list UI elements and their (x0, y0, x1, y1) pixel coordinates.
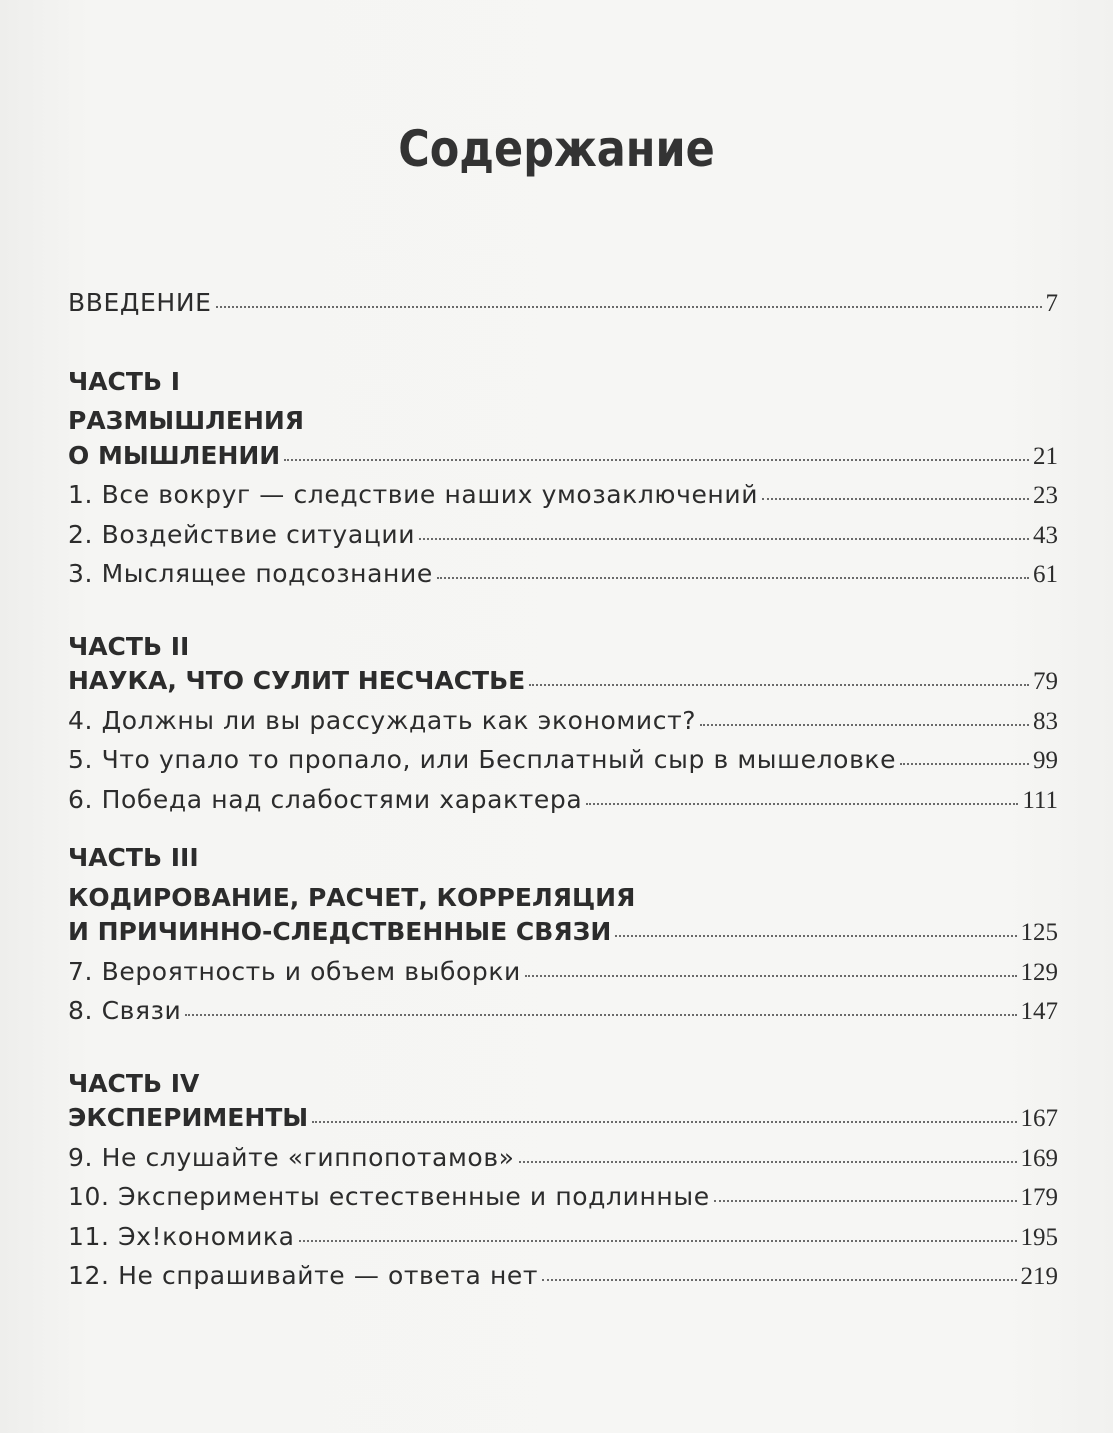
toc-page-number: 129 (1020, 958, 1058, 986)
chapter-title: 4. Должны ли вы рассуждать как экономист? (68, 705, 697, 735)
toc-page-number: 169 (1020, 1144, 1058, 1172)
dot-leader (900, 763, 1029, 765)
toc-entry-chapter (68, 1182, 1058, 1222)
toc-page-number: 61 (1033, 561, 1058, 588)
chapter-title: 5. Что упало то пропало, или Бесплатный сыр в мышеловке (68, 745, 897, 774)
dot-leader (700, 724, 1029, 726)
toc-entry-label: ВВЕДЕНИЕ (68, 288, 212, 317)
part-label: ЧАСТЬ II (68, 631, 190, 661)
chapter-title: 8. Связи (68, 996, 182, 1025)
dot-leader (437, 577, 1029, 579)
toc-entry-part (68, 1103, 1058, 1143)
toc-page-number: 83 (1033, 707, 1058, 735)
dot-leader (216, 306, 1042, 308)
dot-leader (714, 1200, 1017, 1202)
toc-entry-chapter (68, 1261, 1058, 1301)
toc-entry-chapter (68, 785, 1058, 825)
toc-entry-chapter (68, 520, 1058, 560)
toc-entry-chapter (68, 559, 1058, 599)
chapter-title: 10. Эксперименты естественные и подлинные (68, 1182, 710, 1211)
table-of-contents (68, 288, 1058, 1301)
part-label: ЧАСТЬ III (68, 843, 199, 872)
chapter-title: 12. Не спрашивайте — ответа нет (68, 1261, 539, 1290)
toc-page-number: 111 (1022, 786, 1058, 814)
chapter-title: 2. Воздействие ситуации (68, 519, 416, 549)
toc-page-number: 219 (1020, 1263, 1058, 1290)
toc-page-number: 147 (1020, 998, 1058, 1025)
part-title-line: И ПРИЧИННО-СЛЕДСТВЕННЫЕ СВЯЗИ (68, 917, 612, 946)
toc-entry-chapter (68, 957, 1058, 997)
chapter-title: 7. Вероятность и объем выборки (68, 956, 521, 986)
dot-leader (299, 1240, 1017, 1242)
dot-leader (312, 1121, 1016, 1123)
part-title-line: КОДИРОВАНИЕ, РАСЧЕТ, КОРРЕЛЯЦИЯ (68, 882, 636, 912)
toc-page-number: 23 (1033, 482, 1058, 509)
dot-leader (519, 1161, 1017, 1163)
toc-entry-part (68, 666, 1058, 706)
toc-entry-chapter (68, 480, 1058, 520)
toc-entry-chapter (68, 1143, 1058, 1183)
dot-leader (586, 803, 1018, 805)
dot-leader (284, 459, 1029, 461)
part-label: ЧАСТЬ IV (68, 1068, 200, 1098)
toc-page-number: 43 (1033, 521, 1058, 549)
chapter-title: 6. Победа над слабостями характера (68, 784, 583, 814)
toc-page-number: 179 (1020, 1184, 1058, 1211)
toc-page-number: 99 (1033, 747, 1058, 774)
toc-entry-introduction (68, 288, 1058, 328)
toc-page-number: 125 (1020, 919, 1058, 946)
part-title-line: ЭКСПЕРИМЕНТЫ (68, 1103, 309, 1132)
toc-page-number: 21 (1033, 442, 1058, 470)
dot-leader (525, 975, 1017, 977)
chapter-title: 9. Не слушайте «гиппопотамов» (68, 1142, 515, 1172)
page-title: Содержание (398, 120, 715, 178)
toc-page-number: 7 (1045, 290, 1058, 317)
toc-entry-chapter (68, 745, 1058, 785)
dot-leader (185, 1014, 1016, 1016)
dot-leader (529, 684, 1029, 686)
part-title-line: РАЗМЫШЛЕНИЯ (68, 406, 305, 435)
dot-leader (615, 935, 1016, 937)
toc-page-number: 167 (1020, 1105, 1058, 1132)
chapter-title: 11. Эх!кономика (68, 1221, 295, 1251)
chapter-title: 1. Все вокруг — следствие наших умозаключений (68, 480, 759, 509)
toc-page-number: 195 (1020, 1223, 1058, 1251)
chapter-title: 3. Мыслящее подсознание (68, 559, 433, 588)
dot-leader (542, 1279, 1016, 1281)
toc-page-number: 79 (1033, 668, 1058, 695)
part-label: ЧАСТЬ I (68, 366, 181, 396)
dot-leader (419, 538, 1029, 540)
toc-entry-chapter (68, 1222, 1058, 1262)
toc-entry-chapter (68, 996, 1058, 1036)
dot-leader (762, 498, 1029, 500)
toc-entry-part (68, 441, 1058, 481)
part-title-line: НАУКА, ЧТО СУЛИТ НЕСЧАСТЬЕ (68, 666, 526, 695)
part-title-line: О МЫШЛЕНИИ (68, 440, 281, 470)
toc-entry-chapter (68, 706, 1058, 746)
toc-entry-part (68, 917, 1058, 957)
